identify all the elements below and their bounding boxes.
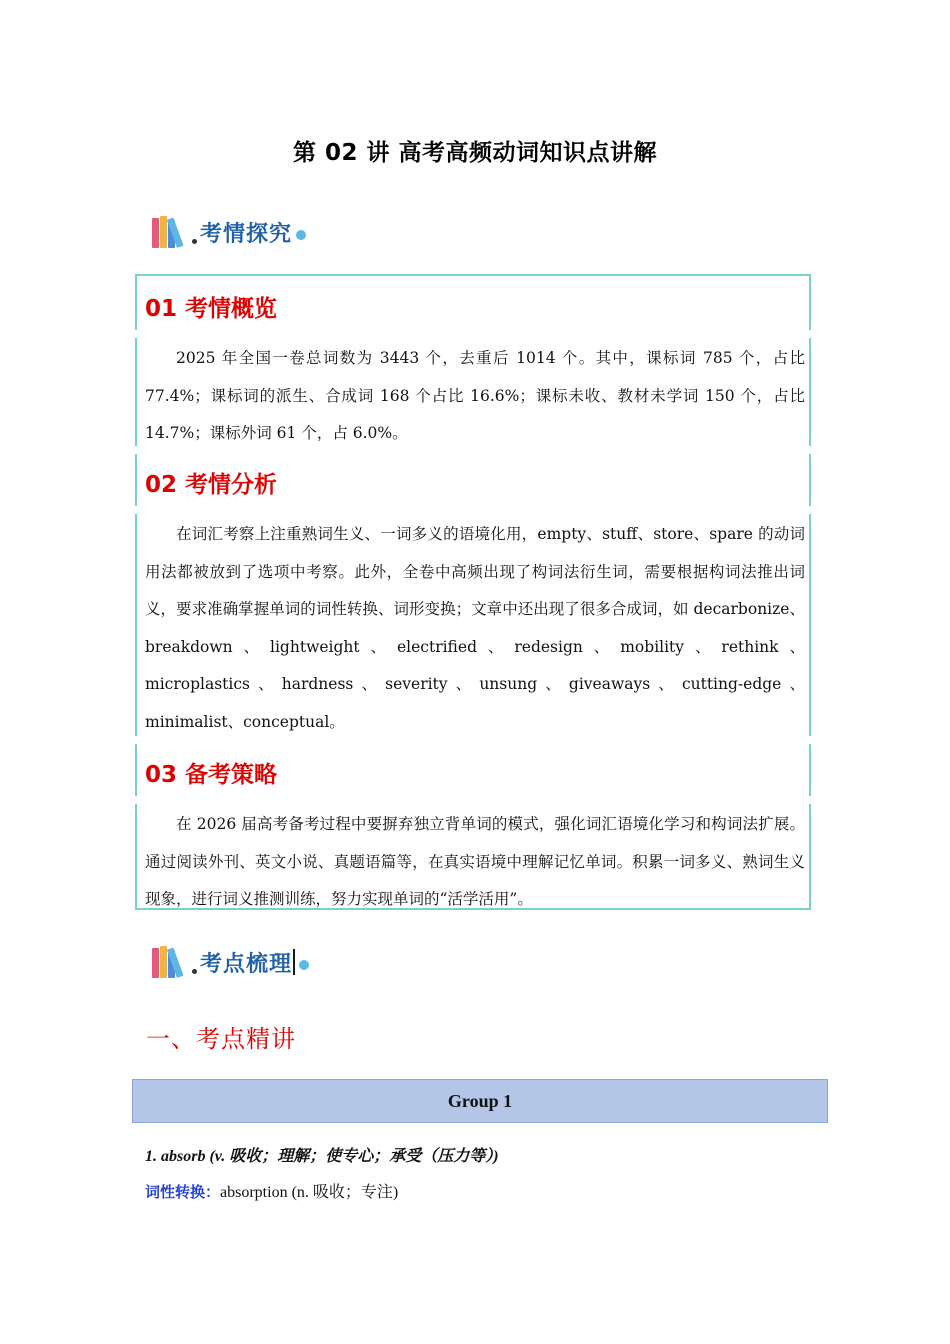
section-body-strategy: 在 2026 届高考备考过程中要摒弃独立背单词的模式，强化词汇语境化学习和构词法扩展。通过阅读外刊、英文小说、真题语篇等，在真实语境中理解记忆单词。积累一词多义、熟词生义现象，进行词义推测训练，努力实现单词的“活学活用”。 [145, 815, 805, 908]
blue-dot-icon [296, 230, 306, 240]
group-header: Group 1 [132, 1079, 828, 1123]
books-icon [150, 944, 194, 980]
section-banner-key-points [150, 942, 309, 982]
exam-analysis-box [135, 274, 811, 910]
section-body-overview: 2025 年全国一卷总词数为 3443 个，去重后 1014 个。其中，课标词 785 个，占比 77.4%；课标词的派生、合成词 168 个占比 16.6%；课标未收、教材未学词 150 个，占比 14.7%；课标外词 61 个，占 6.0%。 [145, 349, 805, 442]
section-heading-overview: 01 考情概览 [145, 296, 278, 322]
entry-label: 词性转换： [145, 1183, 221, 1201]
section-banner-exam-research [150, 212, 306, 252]
entry-value: absorption (n. 吸收；专注) [220, 1184, 399, 1201]
text-cursor [293, 949, 295, 975]
section-title: 一、考点精讲 [146, 1025, 296, 1053]
banner-title: 考情探究 [200, 221, 293, 247]
entry-word-form [145, 1179, 398, 1202]
entry-title: 1. absorb (v. 吸收；理解；使专心；承受（压力等）) [145, 1148, 499, 1165]
section-body-analysis: 在词汇考察上注重熟词生义、一词多义的语境化用，empty、stuff、store、spare 的动词用法都被放到了选项中考察。此外，全卷中高频出现了构词法衍生词，需要根据构词法推出词义，要求准确掌握单词的词性转换、词形变换；文章中还出现了很多合成词，如 decarbonize、breakdown、lightweight、electrified、redesign、mobility、rethink、microplastics、hardness、severity、unsung、giveaways、cutting-edge、minimalist、conceptual。 [145, 525, 805, 731]
blue-dot-icon [299, 960, 309, 970]
books-icon [150, 214, 194, 250]
page-title: 第 02 讲 高考高频动词知识点讲解 [292, 140, 658, 166]
section-heading-strategy: 03 备考策略 [145, 762, 278, 788]
section-heading-analysis: 02 考情分析 [145, 472, 278, 498]
banner-title: 考点梳理 [200, 951, 293, 977]
